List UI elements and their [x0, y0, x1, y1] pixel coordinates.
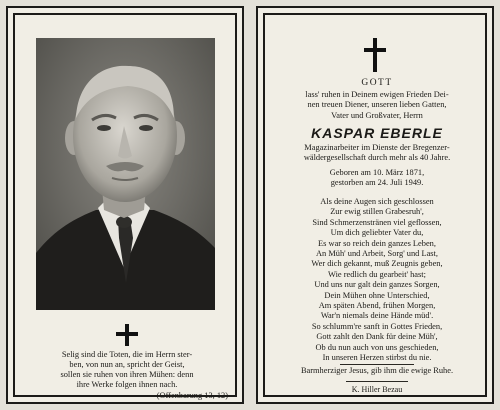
- verse-line: ihre Werke folgen ihnen nach.: [76, 380, 178, 389]
- closing-prayer: Barmherziger Jesus, gib ihm die ewige Ruhe.: [300, 366, 454, 375]
- left-card: [6, 6, 244, 404]
- cross-icon: [364, 38, 386, 72]
- poem-line: An Müh' und Arbeit, Sorg' und Last,: [316, 249, 438, 259]
- poem-line: Wer dich gekannt, muß Zeugnis geben,: [311, 259, 443, 269]
- poem-line: Wie redlich du gearbeit' hast;: [328, 269, 426, 279]
- verse-line: sollen sie ruhen von ihren Mühen: denn: [60, 370, 194, 379]
- verse-line: ben, von nun an, spricht der Geist,: [69, 360, 185, 369]
- poem-line: Zur ewig stillen Grabesruh',: [330, 207, 424, 217]
- intro-line: Vater und Großvater, Herrn: [331, 110, 423, 120]
- cross-icon: [116, 324, 138, 346]
- poem-line: Dein Mühen ohne Unterschied,: [324, 290, 430, 300]
- birth-date: Geboren am 10. März 1871,: [329, 168, 425, 177]
- intro-line: nen treuen Diener, unseren lieben Gatten,: [307, 100, 447, 110]
- poem-line: War'n niemals deine Hände müd'.: [320, 311, 434, 321]
- bible-verse: [26, 350, 228, 401]
- poem-line: Es war so reich dein ganzes Leben,: [318, 238, 436, 248]
- divider: [346, 381, 408, 382]
- poem-line: So schlumm're sanft in Gottes Frieden,: [311, 321, 443, 331]
- life-dates: [272, 168, 482, 189]
- occupation-text: [272, 143, 482, 164]
- poem-line: Am späten Abend, frühen Morgen,: [318, 301, 436, 311]
- printer-imprint: K. Hiller Bezau: [351, 385, 403, 394]
- right-card: [256, 6, 494, 404]
- verse-reference: (Offenbarung 13, 12): [156, 391, 228, 400]
- poem-line: Ob du nun auch von uns geschieden,: [315, 342, 439, 352]
- poem-line: Und uns nur galt dein ganzes Sorgen,: [314, 280, 440, 290]
- memorial-poem: [272, 197, 482, 364]
- death-date: gestorben am 24. Juli 1949.: [330, 178, 424, 188]
- poem-line: Um dich geliebter Vater du,: [330, 228, 424, 238]
- poem-line: Als deine Augen sich geschlossen: [320, 197, 434, 206]
- verse-line: Selig sind die Toten, die im Herrn ster-: [61, 350, 193, 359]
- intro-text: [272, 90, 482, 121]
- portrait-photo: [36, 38, 215, 310]
- intro-line: lass' ruhen in Deinem ewigen Frieden Dei-: [305, 90, 449, 99]
- poem-line: In unseren Herzen stirbst du nie.: [322, 353, 432, 363]
- poem-line: Gott zahlt den Dank für deine Müh',: [316, 332, 438, 342]
- occupation-line: wäldergesellschaft durch mehr als 40 Jahre.: [303, 153, 451, 163]
- divider: [340, 364, 414, 365]
- deceased-name: KASPAR EBERLE: [311, 125, 443, 141]
- poem-line: Sind Schmerzenstränen viel geflossen,: [312, 217, 442, 227]
- occupation-line: Magazinarbeiter im Dienste der Bregenzer-: [304, 143, 450, 152]
- heading-gott: GOTT: [361, 78, 393, 88]
